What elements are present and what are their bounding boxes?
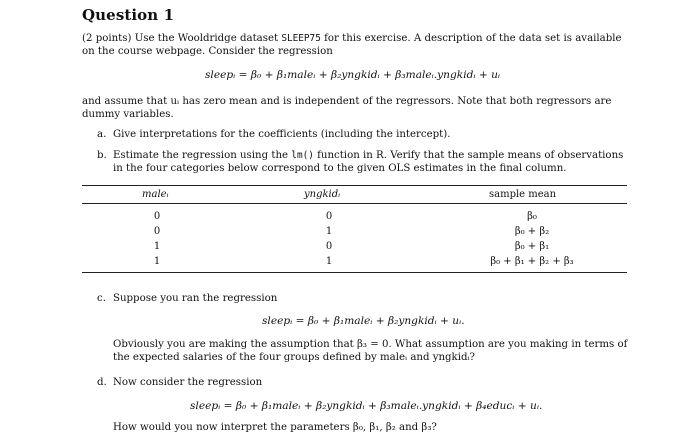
part-d-label: d. <box>97 377 107 388</box>
intro-suffix: for this exercise. A description of the data set is available on the course webpage. Consider the regression <box>82 33 622 57</box>
table-bottom-rule <box>82 272 627 273</box>
part-c-followup: Obviously you are making the assumption that β₃ = 0. What assumption are you making in terms of the expected salaries of the four groups defined by maleᵢ and yngkidᵢ? <box>113 339 628 363</box>
part-c-text: Suppose you ran the regression <box>113 293 278 304</box>
part-d-text: Now consider the regression <box>113 377 263 388</box>
table-cell-male: 0 <box>153 226 161 237</box>
table-cell-yngkid: 1 <box>325 226 333 237</box>
table-cell-yngkid: 0 <box>325 211 333 222</box>
part-c-label: c. <box>97 293 106 304</box>
regression-equation-2: sleepᵢ = β₀ + β₁maleᵢ + β₂yngkidᵢ + uᵢ. <box>262 315 465 327</box>
header-yngkid: yngkidᵢ <box>304 189 341 200</box>
table-top-rule <box>82 185 627 186</box>
table-cell-mean: β₀ + β₂ <box>514 226 550 237</box>
part-a-text: Give interpretations for the coefficients (including the intercept). <box>113 129 451 140</box>
part-a-label: a. <box>97 129 107 140</box>
table-cell-male: 0 <box>153 211 161 222</box>
table-header-rule <box>82 203 627 204</box>
regression-equation-3: sleepᵢ = β₀ + β₁maleᵢ + β₂yngkidᵢ + β₃maleᵢ.yngkidᵢ + β₄educᵢ + uᵢ. <box>190 400 543 412</box>
table-cell-yngkid: 0 <box>325 241 333 252</box>
part-b-text: Estimate the regression using the lm() function in R. Verify that the sample means of observations in the four categories below correspond to the given OLS estimates in the final column. <box>113 150 624 174</box>
question-title: Question 1 <box>82 6 175 24</box>
part-d-followup: How would you now interpret the parameters β₀, β₁, β₂ and β₃? <box>113 422 437 433</box>
table-cell-mean: β₀ + β₁ <box>514 241 550 252</box>
assumption-paragraph: and assume that uᵢ has zero mean and is independent of the regressors. Note that both regressors are dummy variables. <box>82 96 612 120</box>
lm-code: lm() <box>291 150 314 161</box>
table-cell-yngkid: 1 <box>325 256 333 267</box>
table-cell-mean: β₀ <box>527 211 537 222</box>
header-sample-mean: sample mean <box>489 189 557 200</box>
table-cell-male: 1 <box>153 256 161 267</box>
dataset-name: SLEEP75 <box>281 33 321 44</box>
intro-prefix: (2 points) Use the Wooldridge dataset <box>82 33 282 44</box>
table-cell-male: 1 <box>153 241 161 252</box>
regression-equation-1: sleepᵢ = β₀ + β₁maleᵢ + β₂yngkidᵢ + β₃maleᵢ.yngkidᵢ + uᵢ <box>205 69 501 81</box>
table-cell-mean: β₀ + β₁ + β₂ + β₃ <box>490 256 574 267</box>
intro-paragraph <box>82 32 627 58</box>
part-b-label: b. <box>97 150 107 161</box>
header-male: maleᵢ <box>142 189 169 200</box>
